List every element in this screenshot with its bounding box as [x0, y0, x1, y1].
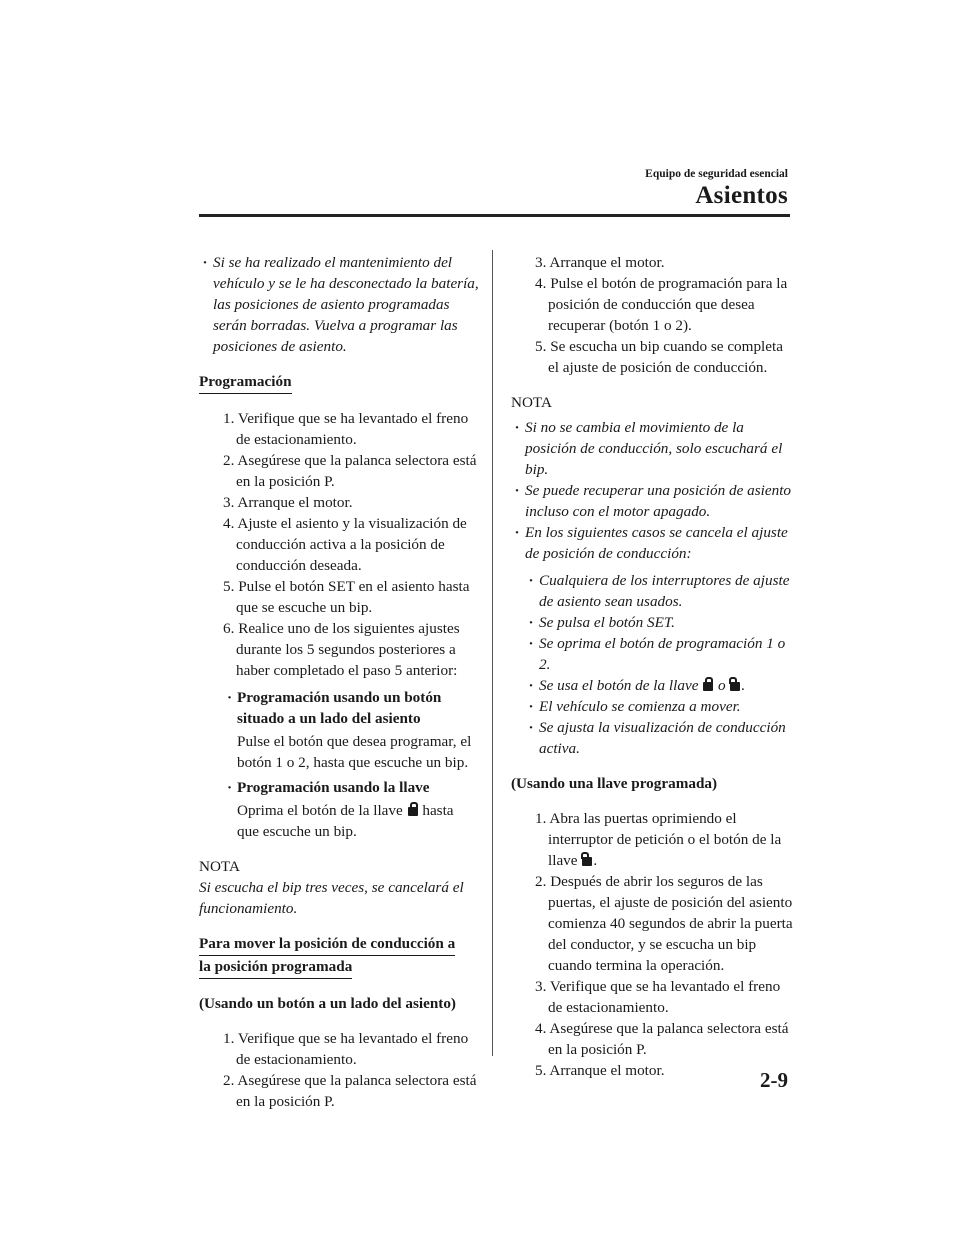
list-item: 2. Asegúrese que la palanca selectora está en la posición P. [223, 452, 477, 490]
programacion-options [199, 687, 479, 842]
list-item: 3. Verifique que se ha levantado el freno de estacionamiento. [535, 978, 781, 1016]
list-item: · Se oprima el botón de programación 1 o 2. [525, 633, 793, 675]
programacion-heading: Programación [199, 371, 292, 394]
list-item: 4. Asegúrese que la palanca selectora está en la posición P. [535, 1020, 789, 1058]
nota-text: Si escucha el bip tres veces, se cancelará el funcionamiento. [199, 879, 464, 917]
nota-label-right: NOTA [511, 394, 552, 411]
page-header-chapter: Equipo de seguridad esencial [645, 168, 788, 180]
cancel-list [511, 570, 793, 759]
page-number: 2-9 [760, 1068, 788, 1092]
list-item: · Cualquiera de los interruptores de ajuste de asiento sean usados. [525, 570, 793, 612]
list-item: 6. Realice uno de los siguientes ajustes durante los 5 segundos posteriores a haber completado el paso 5 anterior: [223, 620, 460, 679]
sub1-text: Pulse el botón que desea programar, el botón 1 o 2, hasta que escuche un bip. [237, 733, 472, 771]
mover-heading: Para mover la posición de conducción a la posición programada [199, 933, 479, 979]
list-item: 2. Asegúrese que la palanca selectora está en la posición P. [223, 1072, 477, 1110]
list-item: 4. Pulse el botón de programación para la posición de conducción que desea recuperar (botón 1 o 2). [535, 275, 788, 334]
lock-open-icon [582, 852, 592, 866]
lock-closed-icon [703, 677, 713, 691]
sub1-title: · Programación usando un botón situado a un lado del asiento [223, 687, 479, 729]
header-rule [199, 214, 790, 217]
nota-list [511, 417, 793, 759]
list-item: · Se usa el botón de la llave o . [525, 675, 793, 696]
list-item: 5. Se escucha un bip cuando se completa el ajuste de posición de conducción. [535, 338, 783, 376]
list-item: · En los siguientes casos se cancela el ajuste de posición de conducción: [511, 522, 793, 564]
list-item: 1. Verifique que se ha levantado el freno de estacionamiento. [223, 410, 469, 448]
lock-closed-icon [408, 802, 418, 816]
list-item: · El vehículo se comienza a mover. [525, 696, 793, 717]
intro-note: · Si se ha realizado el mantenimiento del vehículo y se le ha desconectado la batería, las posiciones de asiento programadas serán borradas. Vuelva a programar las posiciones de asiento. [199, 252, 479, 357]
list-item: 4. Ajuste el asiento y la visualización de conducción activa a la posición de conducción deseada. [223, 515, 467, 574]
list-item: · Si no se cambia el movimiento de la posición de conducción, solo escuchará el bip. [511, 417, 793, 480]
list-item: 3. Arranque el motor. [223, 494, 353, 511]
list-item: · Se ajusta la visualización de conducción activa. [525, 717, 793, 759]
list-item: · Se puede recuperar una posición de asiento incluso con el motor apagado. [511, 480, 793, 522]
llave-heading: (Usando una llave programada) [511, 775, 718, 792]
programacion-steps [199, 408, 479, 681]
usando-boton-heading: (Usando un botón a un lado del asiento) [199, 995, 456, 1012]
list-item: 5. Arranque el motor. [535, 1062, 665, 1079]
list-item: 1. Verifique que se ha levantado el freno de estacionamiento. [223, 1030, 469, 1068]
lock-open-icon [730, 677, 740, 691]
right-column [511, 252, 793, 1081]
left-column [199, 252, 479, 1112]
recover-steps [199, 1028, 479, 1112]
llave-steps [511, 808, 793, 1081]
list-item: 2. Después de abrir los seguros de las puertas, el ajuste de posición del asiento comienza 40 segundos de abrir la puerta del conductor, y se escucha un bip cuando termina la operación. [535, 873, 793, 974]
sub2-text: Oprima el botón de la llave hasta que escuche un bip. [237, 802, 454, 840]
list-item: 3. Arranque el motor. [535, 254, 665, 271]
list-item: · Se pulsa el botón SET. [525, 612, 793, 633]
nota-label: NOTA [199, 858, 240, 875]
list-item: 1. Abra las puertas oprimiendo el interruptor de petición o el botón de la llave . [535, 810, 782, 869]
column-divider [492, 250, 493, 1056]
sub2-title: · Programación usando la llave [223, 777, 479, 798]
recover-steps-continued [511, 252, 793, 378]
list-item: 5. Pulse el botón SET en el asiento hasta que se escuche un bip. [223, 578, 470, 616]
page-title: Asientos [695, 182, 788, 209]
